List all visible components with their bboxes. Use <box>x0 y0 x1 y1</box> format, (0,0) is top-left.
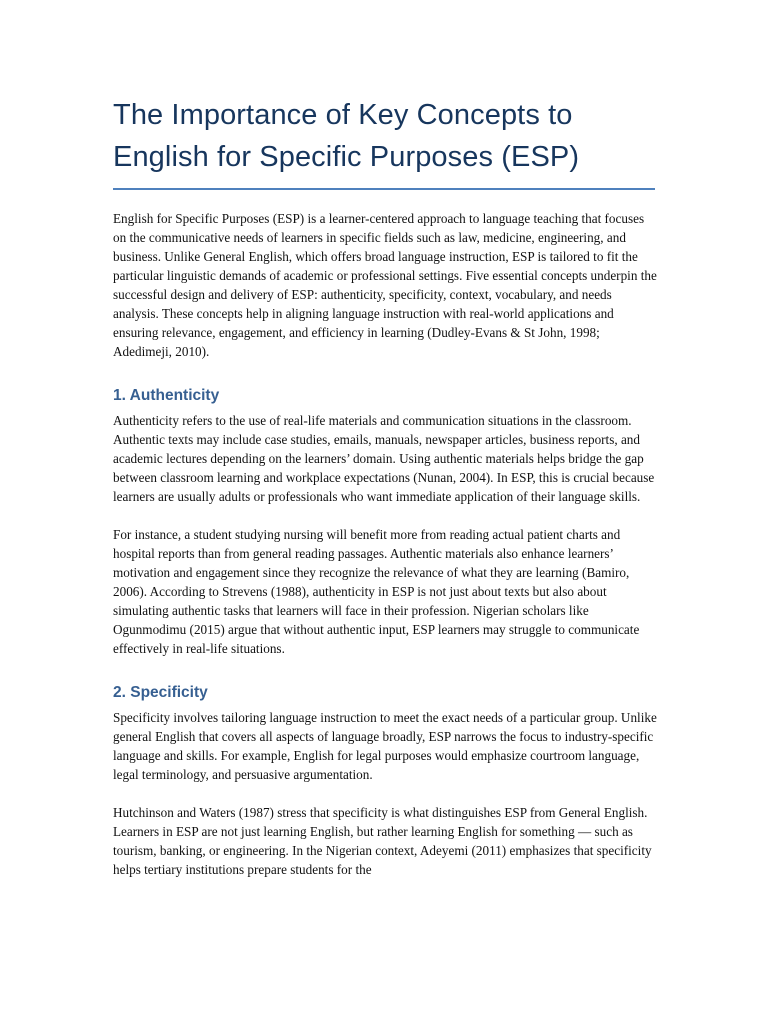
document-title: The Importance of Key Concepts to English for Specific Purposes (ESP) <box>113 99 580 173</box>
title-underline-rule <box>113 188 655 190</box>
authenticity-paragraph-1: Authenticity refers to the use of real-life materials and communication situations in the classroom. Authentic texts may include case studies, emails, manuals, newspaper articles, business reports, and academic lectures depending on the learners’ domain. Using authentic materials helps bridge the gap between classroom learning and workplace expectations (Nunan, 2004). In ESP, this is crucial because learners are usually adults or professionals who want immediate application of their language skills. <box>113 413 655 504</box>
specificity-paragraph-2: Hutchinson and Waters (1987) stress that specificity is what distinguishes ESP from General English. Learners in ESP are not just learning English, but rather learning English for something — such as tourism, banking, or engineering. In the Nigerian context, Adeyemi (2011) emphasizes that specificity helps tertiary institutions prepare students for the <box>113 805 652 877</box>
section-heading-specificity: 2. Specificity <box>113 684 208 701</box>
section-heading-authenticity: 1. Authenticity <box>113 387 220 404</box>
intro-paragraph: English for Specific Purposes (ESP) is a learner-centered approach to language teaching that focuses on the communicative needs of learners in specific fields such as law, medicine, engineering, and business. Unlike General English, which offers broad language instruction, ESP is tailored to fit the particular linguistic demands of academic or professional settings. Five essential concepts underpin the successful design and delivery of ESP: authenticity, specificity, context, vocabulary, and needs analysis. These concepts help in aligning language instruction with real-world applications and ensuring relevance, engagement, and efficiency in learning (Dudley-Evans & St John, 1998; Adedimeji, 2010). <box>113 211 657 359</box>
specificity-paragraph-1: Specificity involves tailoring language instruction to meet the exact needs of a particular group. Unlike general English that covers all aspects of language broadly, ESP narrows the focus to industry-specific language and skills. For example, English for legal purposes would emphasize courtroom language, legal terminology, and persuasive argumentation. <box>113 710 657 782</box>
authenticity-paragraph-2: For instance, a student studying nursing will benefit more from reading actual patient charts and hospital reports than from general reading passages. Authentic materials also enhance learners’ motivation and engagement since they recognize the relevance of what they are learning (Bamiro, 2006). According to Strevens (1988), authenticity in ESP is not just about texts but also about simulating authentic tasks that learners will face in their profession. Nigerian scholars like Ogunmodimu (2015) argue that without authentic input, ESP learners may struggle to communicate effectively in real-life situations. <box>113 527 640 656</box>
